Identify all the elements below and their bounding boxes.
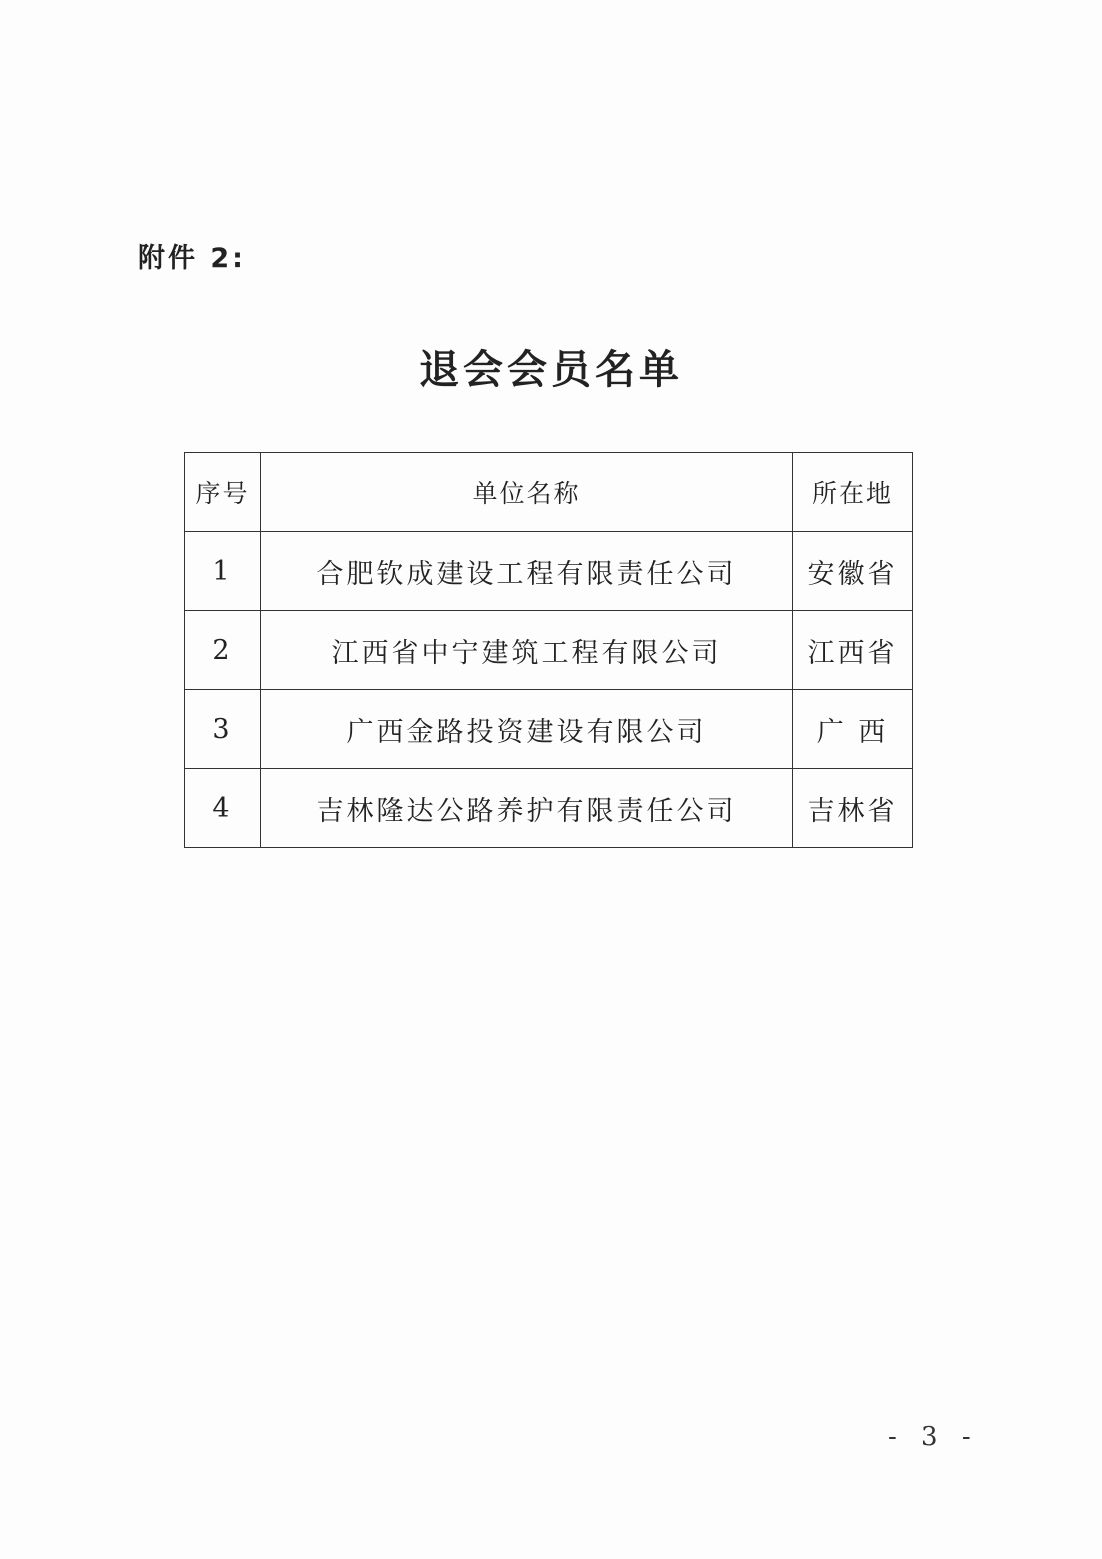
header-no: 序号: [185, 453, 261, 532]
cell-name: 江西省中宁建筑工程有限公司: [261, 611, 793, 690]
cell-no: 3: [185, 690, 261, 769]
table-row: [185, 690, 913, 769]
cell-location: 广 西: [793, 690, 913, 769]
cell-no: 2: [185, 611, 261, 690]
table-row: [185, 611, 913, 690]
cell-name: 广西金路投资建设有限公司: [261, 690, 793, 769]
table-header-row: [185, 453, 913, 532]
header-location: 所在地: [793, 453, 913, 532]
member-table: [184, 452, 913, 848]
page-number: - 3 -: [888, 1422, 979, 1452]
cell-name: 吉林隆达公路养护有限责任公司: [261, 769, 793, 848]
cell-location: 江西省: [793, 611, 913, 690]
cell-name: 合肥钦成建设工程有限责任公司: [261, 532, 793, 611]
table-row: [185, 769, 913, 848]
header-name: 单位名称: [261, 453, 793, 532]
cell-location: 吉林省: [793, 769, 913, 848]
table-row: [185, 532, 913, 611]
page-title: 退会会员名单: [419, 347, 683, 393]
cell-no: 1: [185, 532, 261, 611]
cell-location: 安徽省: [793, 532, 913, 611]
cell-no: 4: [185, 769, 261, 848]
attachment-label: 附件 2:: [138, 243, 246, 274]
